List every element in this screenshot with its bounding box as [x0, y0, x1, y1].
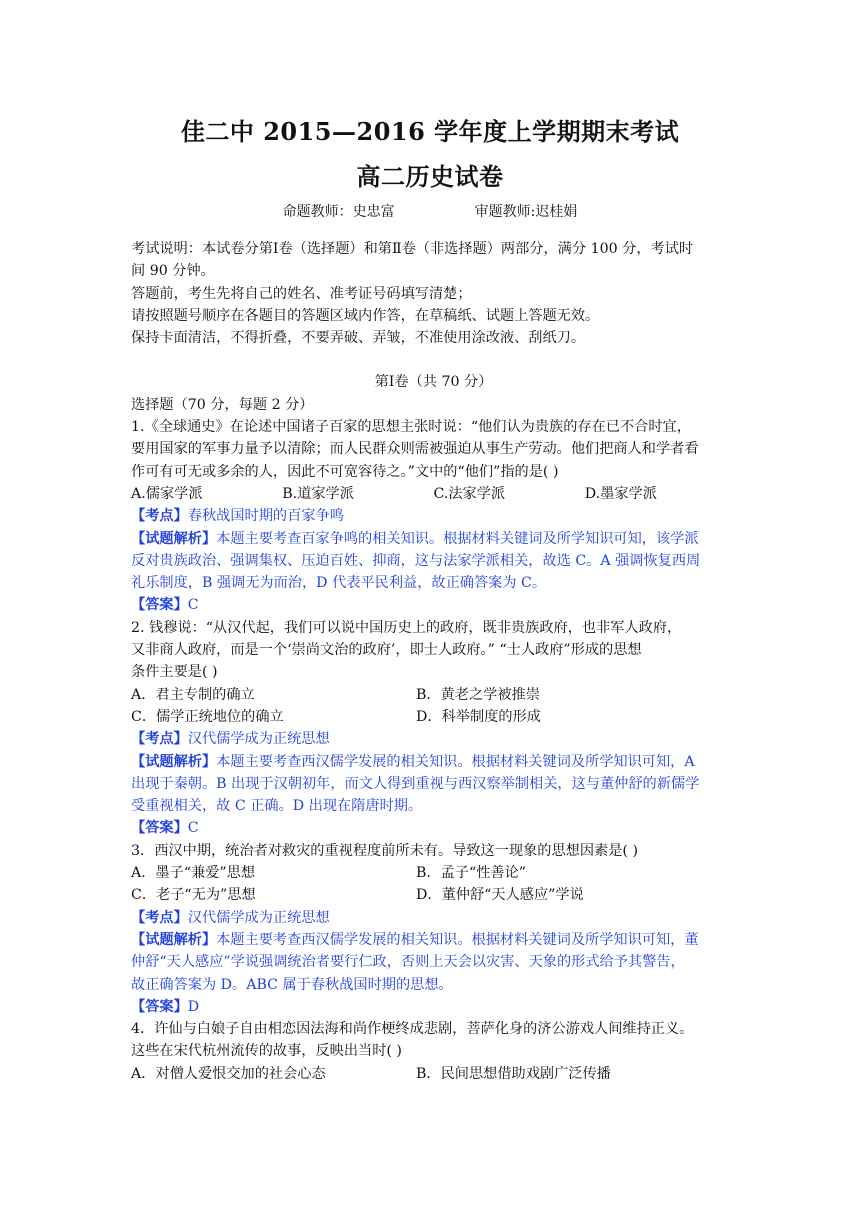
option-b: B.道家学派 [282, 485, 354, 502]
question-stem: 这些在宋代杭州流传的故事，反映出当时( ) [131, 1043, 402, 1060]
question-options [131, 684, 736, 706]
section-subheading: 选择题（70 分，每题 2 分） [131, 396, 314, 413]
exam-title: 佳二中 2015—2016 学年度上学期期末考试 [180, 117, 680, 146]
analysis-line: 礼乐制度，B 强调无为而治，D 代表平民利益，故正确答案为 C。 [131, 575, 547, 592]
exam-authors [0, 201, 860, 221]
question-options [131, 862, 736, 884]
question-4 [131, 1018, 736, 1085]
option-a: A．君主专制的确立 [131, 686, 255, 703]
question-stem: 1.《全球通史》在论述中国诸子百家的思想主张时说：“他们认为贵族的存在已不合时宜， [131, 419, 691, 436]
analysis [131, 929, 736, 951]
kaodian-text: 春秋战国时期的百家争鸣 [187, 508, 344, 525]
analysis-line: 受重视相关，故 C 正确。D 出现在隋唐时期。 [131, 798, 423, 815]
kaodian-tag: 【考点】 [131, 909, 188, 926]
answer [131, 817, 736, 839]
section-heading: 第Ⅰ卷（共 70 分） [374, 374, 493, 391]
analysis-line: 故正确答案为 D。ABC 属于春秋战国时期的思想。 [131, 976, 453, 993]
question-stem: 又非商人政府，而是一个‘崇尚文治的政府’，即士人政府。” “士人政府”形成的思想 [131, 642, 642, 659]
analysis-line: 出现于秦朝。B 出现于汉朝初年，而文人得到重视与西汉察举制相关，这与董仲舒的新儒学 [131, 775, 700, 792]
option-d: D．科举制度的形成 [416, 708, 541, 725]
option-d: D．董仲舒“天人感应”学说 [416, 887, 584, 904]
analysis-tag: 【试题解析】 [131, 530, 217, 547]
kaodian [131, 728, 736, 750]
question-stem: 作可有可无或多余的人，因此不可宽容待之。”文中的“他们”指的是( ) [131, 463, 559, 480]
question-options [131, 884, 736, 906]
kaodian-text: 汉代儒学成为正统思想 [187, 731, 330, 748]
instruction-line: 考试说明：本试卷分第Ⅰ卷（选择题）和第Ⅱ卷（非选择题）两部分，满分 100 分，考试时 [131, 241, 694, 257]
question-3 [131, 840, 736, 1018]
instruction-line: 请按照题号顺序在各题目的答题区域内作答，在草稿纸、试题上答题无效。 [131, 307, 600, 324]
question-2 [131, 617, 736, 840]
option-a: A.儒家学派 [131, 485, 203, 502]
instruction-line: 答题前，考生先将自己的姓名、准考证号码填写清楚； [131, 285, 472, 302]
reviewer-label: 审题教师:迟桂娟 [474, 204, 578, 220]
analysis-text: 本题主要考查西汉儒学发展的相关知识。根据材料关键词及所学知识可知，A [216, 753, 695, 770]
kaodian-tag: 【考点】 [131, 731, 188, 748]
option-c: C．老子“无为”思想 [131, 887, 256, 904]
option-b: B．黄老之学被推崇 [416, 686, 540, 703]
analysis-tag: 【试题解析】 [131, 931, 217, 948]
instruction-line: 间 90 分钟。 [131, 263, 215, 280]
analysis-text: 本题主要考查百家争鸣的相关知识。根据材料关键词及所学知识可知，该学派 [216, 530, 699, 547]
option-c: C．儒学正统地位的确立 [131, 708, 284, 725]
instruction-line: 保持卡面清洁，不得折叠，不要弄破、弄皱，不准使用涂改液、刮纸刀。 [131, 330, 586, 347]
kaodian [131, 907, 736, 929]
answer-value: C [187, 820, 199, 837]
option-c: C.法家学派 [433, 485, 506, 502]
question-options [131, 483, 736, 505]
analysis-tag: 【试题解析】 [131, 753, 217, 770]
question-options [131, 1063, 736, 1085]
option-a: A．对僧人爱恨交加的社会心态 [131, 1065, 326, 1082]
question-stem: 2. 钱穆说：“从汉代起，我们可以说中国历史上的政府，既非贵族政府，也非军人政府， [131, 619, 682, 636]
kaodian-tag: 【考点】 [131, 508, 188, 525]
answer [131, 996, 736, 1018]
analysis [131, 751, 736, 773]
analysis-line: 反对贵族政治、强调集权、压迫百姓、抑商，这与法家学派相关，故选 C。A 强调恢复西周 [131, 552, 701, 569]
question-stem: 条件主要是( ) [131, 664, 218, 681]
answer-value: D [187, 998, 200, 1015]
question-options [131, 706, 736, 728]
answer [131, 594, 736, 616]
option-b: B．孟子“性善论” [416, 865, 527, 882]
analysis [131, 528, 736, 550]
analysis-line: 仲舒“天人感应”学说强调统治者要行仁政，否则上天会以灾害、天象的形式给予其警告， [131, 954, 685, 971]
question-stem: 3．西汉中期，统治者对救灾的重视程度前所未有。导致这一现象的思想因素是( ) [131, 842, 638, 859]
answer-tag: 【答案】 [131, 597, 188, 614]
analysis-text: 本题主要考查西汉儒学发展的相关知识。根据材料关键词及所学知识可知，董 [216, 931, 699, 948]
instructions [131, 238, 736, 349]
answer-tag: 【答案】 [131, 998, 188, 1015]
exam-body [131, 238, 736, 1085]
answer-tag: 【答案】 [131, 820, 188, 837]
answer-value: C [187, 597, 199, 614]
exam-subtitle: 高二历史试卷 [356, 162, 504, 191]
kaodian [131, 505, 736, 527]
question-stem: 4．许仙与白娘子自由相恋因法海和尚作梗终成悲剧，菩萨化身的济公游戏人间维持正义。 [131, 1021, 694, 1038]
question-stem: 要用国家的军事力量予以清除；而人民群众则需被强迫从事生产劳动。他们把商人和学者看 [131, 441, 699, 458]
option-b: B．民间思想借助戏剧广泛传播 [416, 1065, 611, 1082]
setter-label: 命题教师：史忠富 [282, 204, 395, 220]
question-1 [131, 416, 736, 617]
kaodian-text: 汉代儒学成为正统思想 [187, 909, 330, 926]
option-a: A．墨子“兼爱”思想 [131, 865, 256, 882]
option-d: D.墨家学派 [584, 485, 657, 502]
